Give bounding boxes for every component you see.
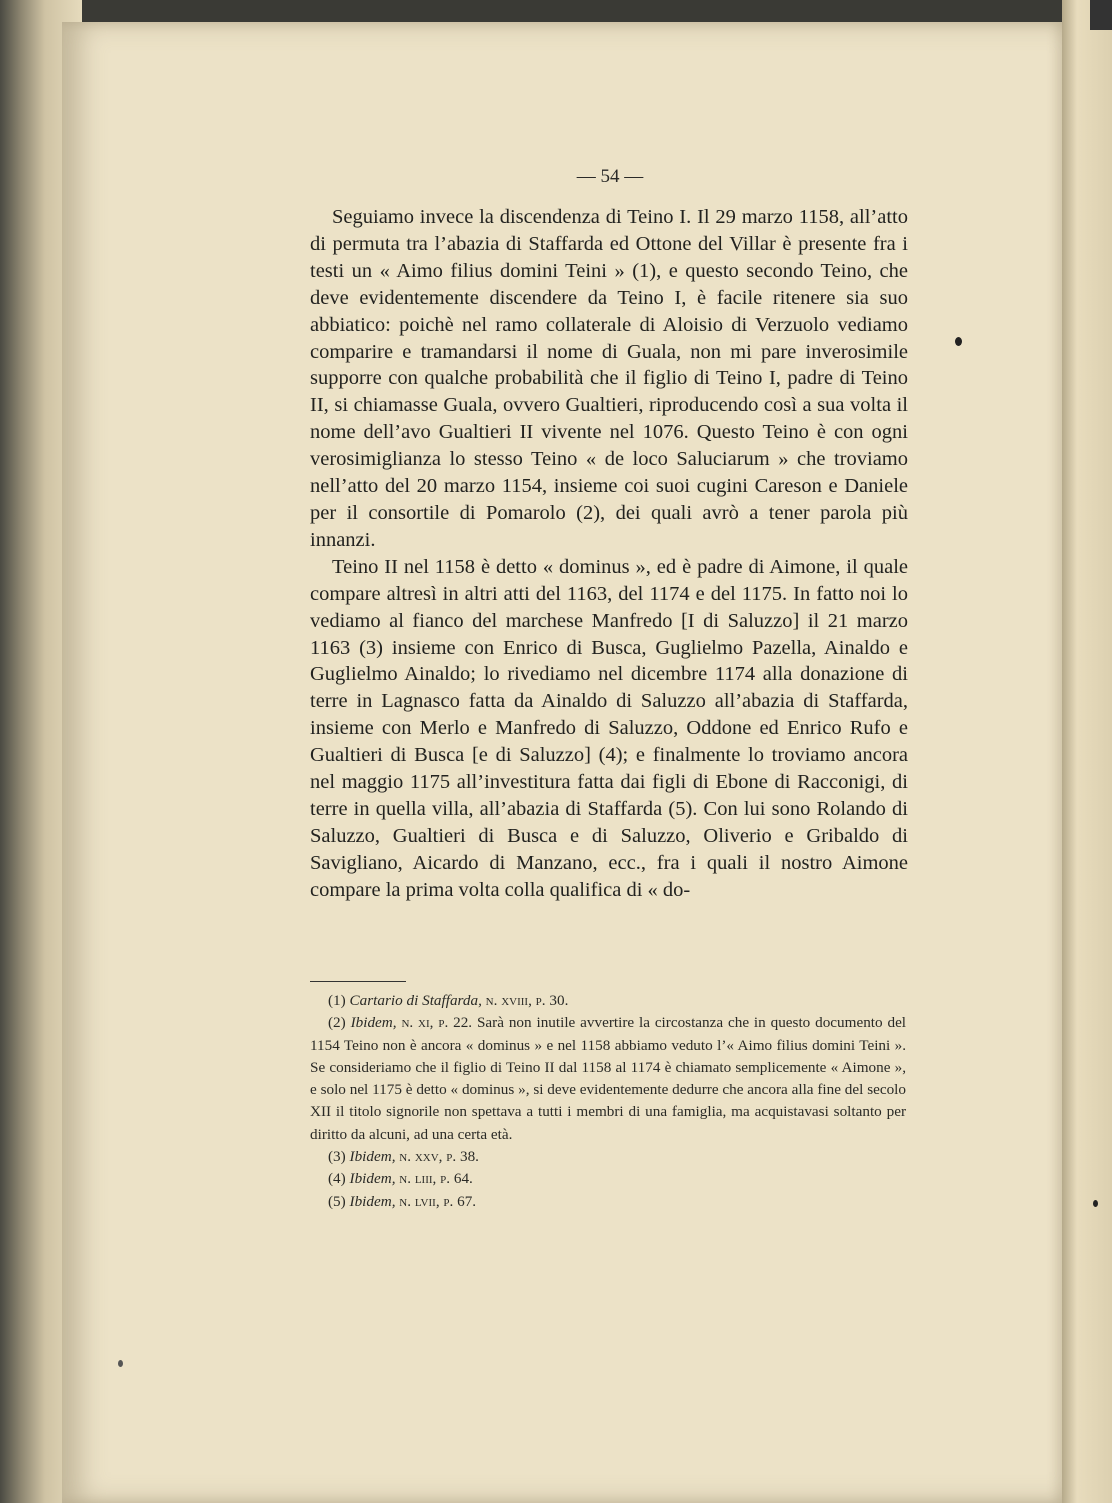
ink-speck — [118, 1360, 123, 1367]
ink-speck — [955, 337, 962, 346]
paragraph: Seguiamo invece la discendenza di Teino I. Il 29 marzo 1158, all’atto di permuta tra l’abazia di Staffarda ed Ottone del Villar è presente fra i testi un « Aimo filius domini Teini » (1), e questo secondo Teino, che deve evidentemente discendere da Teino I, è facile ritenere sia suo abbiatico: poichè nel ramo collaterale di Aloisio di Verzuolo vediamo comparire e tramandarsi il nome di Guala, non mi pare inverosimile supporre con qualche probabilità che il figlio di Teino I, padre di Teino II, si chiamasse Guala, ovvero Gualtieri, riproducendo così a sua volta il nome dell’avo Gualtieri II vivente nel 1076. Questo Teino è con ogni verosimiglianza lo stesso Teino « de loco Saluciarum » che troviamo nell’atto del 20 marzo 1154, insieme coi suoi cugini Careson e Daniele per il consortile di Pomarolo (2), dei quali avrò a tener parola più innanzi. — [310, 206, 908, 551]
next-page-edge — [1062, 0, 1112, 1503]
footnote-source: Ibidem, — [350, 1014, 397, 1032]
paragraph: Teino II nel 1158 è detto « dominus », ed è padre di Aimone, il quale compare altresì in altri atti del 1163, del 1174 e del 1175. In fatto noi lo vediamo al fianco del marchese Manfredo [I di Saluzzo] il 21 marzo 1163 (3) insieme con Enrico di Busca, Guglielmo Pazella, Ainaldo e Guglielmo Ainaldo; lo rivediamo nel dicembre 1174 alla donazione di terre in Lagnasco fatta da Ainaldo di Saluzzo all’abazia di Staffarda, insieme con Merlo e Manfredo di Saluzzo, Oddone ed Enrico Rufo e Gualtieri di Busca [e di Saluzzo] (4); e finalmente lo troviamo ancora nel maggio 1175 all’investitura fatta dai figli di Ebone di Racconigi, di terre in quella villa, all’abazia di Staffarda (5). Con lui sono Rolando di Saluzzo, Gualtieri di Busca e di Saluzzo, Oliverio e Gribaldo di Savigliano, Aicardo di Manzano, ecc., fra i quali il nostro Aimone compare la prima volta colla qualifica di « do- — [310, 555, 908, 901]
footnote-source: Ibidem, — [349, 1192, 396, 1210]
footnote-ref: n. lvii, p. 67. — [399, 1192, 477, 1210]
ink-speck — [1093, 1200, 1098, 1207]
footnote-source: Cartario di Staffarda, — [349, 992, 482, 1009]
footnotes — [310, 990, 906, 1213]
footnote-number: (3) — [328, 1148, 346, 1166]
footnote-source: Ibidem, — [349, 1148, 396, 1166]
footnote-number: (4) — [328, 1170, 346, 1188]
footnote-ref: n. liii, p. 64. — [399, 1170, 473, 1188]
footnote-ref: n. xi, p. 22. — [401, 1014, 473, 1032]
footnote — [310, 1012, 906, 1146]
body-text — [310, 204, 908, 904]
footnote-number: (5) — [328, 1192, 346, 1210]
footnote-number: (2) — [328, 1014, 346, 1032]
footnote-ref: n. xxv, p. 38. — [399, 1148, 479, 1166]
page-number: — 54 — — [576, 166, 644, 187]
footnote-rule — [310, 981, 406, 982]
footnote-note: Sarà non inutile avvertire la circostanza che in questo documento del 1154 Teino non è ancora « dominus » e nel 1158 abbiamo veduto l’« Aimo filius domini Teini ». Se consideriamo che il figlio di Teino II dal 1158 al 1174 è chiamato semplicemente « Aimone », e solo nel 1175 è detto « dominus », si deve evidentemente dedurre che ancora alla fine del secolo XII il titolo signorile non spettava a tutti i membri di una famiglia, ma acquistavasi soltanto per diritto da alcuni, ad una certa età. — [310, 1014, 907, 1143]
footnote — [310, 990, 906, 1012]
scan-background — [1090, 0, 1112, 30]
footnote-number: (1) — [328, 992, 346, 1009]
footnote-source: Ibidem, — [349, 1170, 396, 1188]
footnote-ref: n. xviii, p. 30. — [485, 992, 569, 1009]
footnote — [310, 1191, 906, 1213]
footnote — [310, 1168, 906, 1190]
footnote — [310, 1146, 906, 1168]
